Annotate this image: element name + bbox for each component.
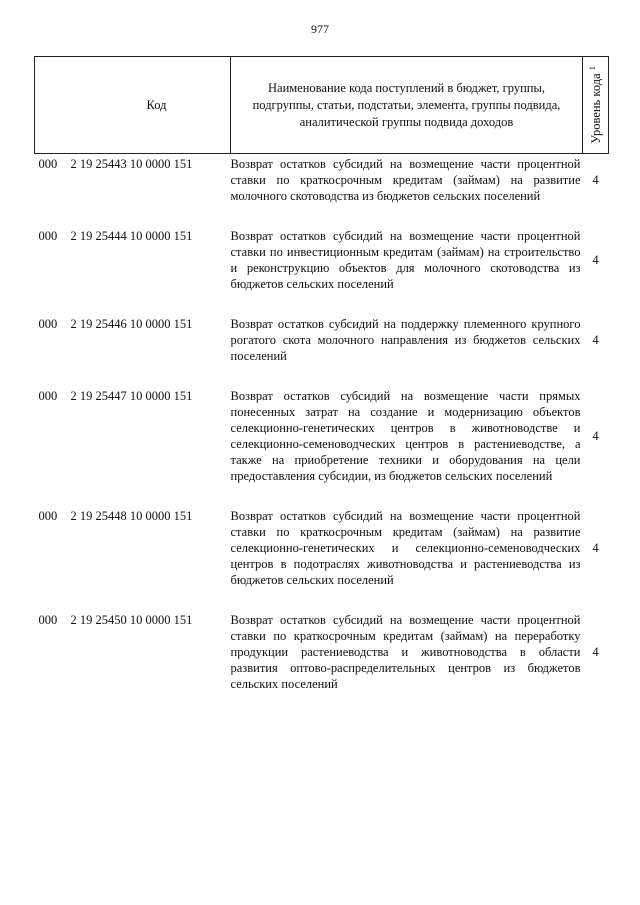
admin-code: 000 xyxy=(38,157,58,171)
row-spacer xyxy=(35,204,609,228)
code-cell xyxy=(35,612,231,692)
revenue-codes-table xyxy=(34,56,609,692)
budget-code: 2 19 25448 10 0000 151 xyxy=(70,509,193,523)
level-cell: 4 xyxy=(592,173,599,187)
header-level-footnote: 1 xyxy=(587,66,597,71)
code-cell xyxy=(35,228,231,292)
row-spacer xyxy=(35,588,609,612)
header-name-cell xyxy=(231,57,583,154)
level-cell: 4 xyxy=(592,541,599,555)
header-code-cell xyxy=(35,57,231,154)
header-level-cell xyxy=(583,57,609,154)
table-row xyxy=(35,156,609,204)
name-cell: Возврат остатков субсидий на возмещение части процентной ставки по краткосрочным кредитам (займам) на развитие селекционно-генетических и селекционно-семеноводческих центров в подотраслях животноводства и растениеводства из бюджетов сельских поселений xyxy=(230,509,581,587)
level-cell: 4 xyxy=(592,253,599,267)
budget-code: 2 19 25446 10 0000 151 xyxy=(70,317,193,331)
budget-code: 2 19 25447 10 0000 151 xyxy=(70,389,193,403)
table-row xyxy=(35,388,609,484)
budget-code: 2 19 25450 10 0000 151 xyxy=(70,613,193,627)
admin-code: 000 xyxy=(38,317,58,331)
name-cell: Возврат остатков субсидий на возмещение части процентной ставки по краткосрочным кредитам (займам) на переработку продукции растениеводства и животноводства в области развития оптово-распределительных центров из бюджетов сельских поселений xyxy=(230,613,581,691)
budget-code: 2 19 25443 10 0000 151 xyxy=(70,157,193,171)
name-cell: Возврат остатков субсидий на возмещение части процентной ставки по краткосрочным кредитам (займам) на развитие молочного скотоводства из бюджетов сельских поселений xyxy=(230,157,581,203)
admin-code: 000 xyxy=(38,229,58,243)
table-body xyxy=(35,154,609,693)
header-code-label: Код xyxy=(146,98,167,112)
table-row xyxy=(35,228,609,292)
row-spacer xyxy=(35,484,609,508)
name-cell: Возврат остатков субсидий на поддержку племенного крупного рогатого скота молочного направления из бюджетов сельских поселений xyxy=(230,317,581,363)
name-cell: Возврат остатков субсидий на возмещение части прямых понесенных затрат на создание и модернизацию объектов селекционно-генетических центров в животноводстве и селекционно-семеноводческих центров в растениеводстве, а также на приобретение техники и оборудования на цели предоставления субсидии, из бюджетов сельских поселений xyxy=(230,389,581,483)
admin-code: 000 xyxy=(38,389,58,403)
code-cell xyxy=(35,508,231,588)
code-cell xyxy=(35,156,231,204)
table-row xyxy=(35,612,609,692)
level-cell: 4 xyxy=(592,333,599,347)
table-row xyxy=(35,508,609,588)
table-header xyxy=(35,57,609,154)
header-name-label: Наименование кода поступлений в бюджет, группы, подгруппы, статьи, подстатьи, элемента, группы подвида, аналитической группы подвида доходов xyxy=(252,80,561,129)
code-cell xyxy=(35,316,231,364)
code-cell xyxy=(35,388,231,484)
row-spacer xyxy=(35,364,609,388)
table-row xyxy=(35,316,609,364)
level-cell: 4 xyxy=(592,645,599,659)
admin-code: 000 xyxy=(38,613,58,627)
name-cell: Возврат остатков субсидий на возмещение части процентной ставки по инвестиционным кредитам (займам) на строительство и реконструкцию объектов для молочного скотоводства из бюджетов сельских поселений xyxy=(230,229,581,291)
level-cell: 4 xyxy=(592,429,599,443)
header-level-label xyxy=(588,66,604,144)
budget-code: 2 19 25444 10 0000 151 xyxy=(70,229,193,243)
row-spacer xyxy=(35,292,609,316)
header-level-text: Уровень кода xyxy=(588,73,603,144)
admin-code: 000 xyxy=(38,509,58,523)
page-number: 977 xyxy=(311,22,329,36)
